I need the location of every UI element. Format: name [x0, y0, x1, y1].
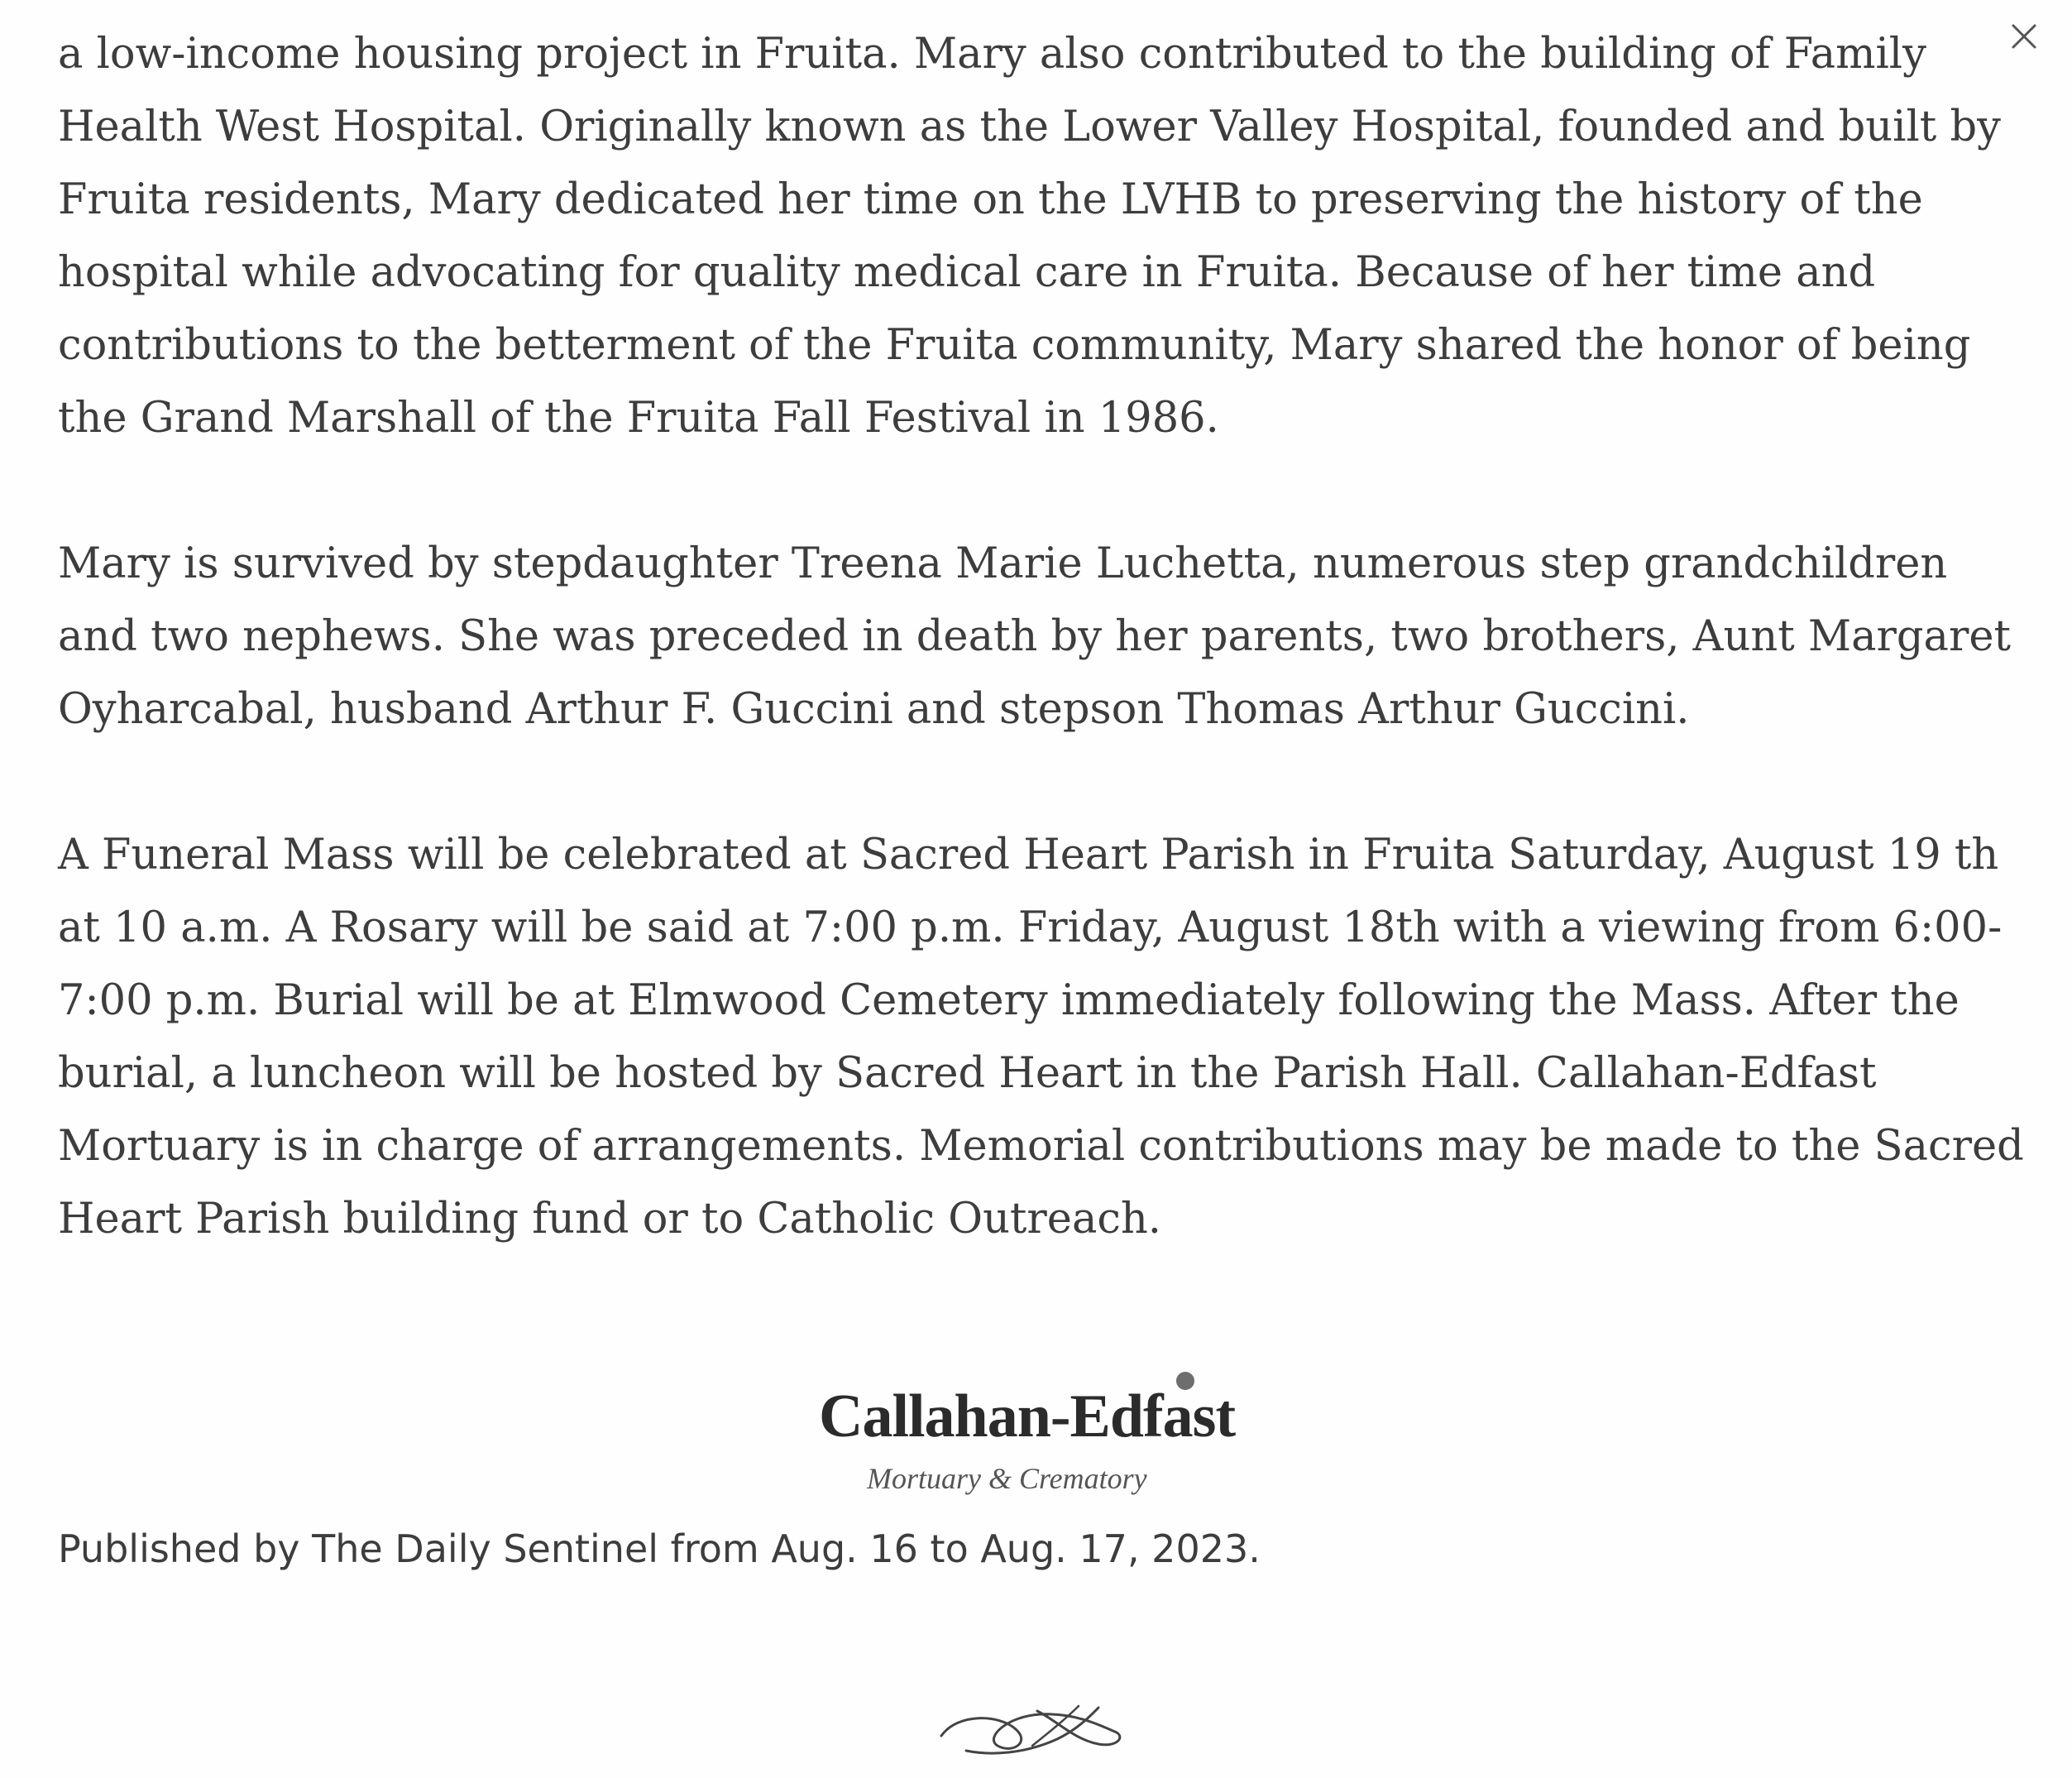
logo-name: Callahan-Edfast — [819, 1383, 1236, 1450]
paragraph-services: A Funeral Mass will be celebrated at Sacred Heart Parish in Fruita Saturday, August 19 th at 10 a.m. A Rosary will be said at 7:00 p.m. Friday, August 18th with a viewing from 6:00-7:00 p.m. Burial will be at Elmwood Cemetery immediately following the Mass. After the burial, a luncheon will be hosted by Sacred Heart in the Parish Hall. Callahan-Edfast Mortuary is in charge of arrangements. Memorial contributions may be made to the Sacred Heart Parish building fund or to Catholic Outreach. — [58, 831, 2024, 1244]
flourish-divider-icon — [933, 1696, 1132, 1762]
paragraph-survivors: Mary is survived by stepdaughter Treena Marie Luchetta, numerous step grandchildren and two nephews. She was preceded in death by her parents, two brothers, Aunt Margaret Oyharcabal, husband Arthur F. Guccini and stepson Thomas Arthur Guccini. — [58, 539, 2012, 734]
paragraph-community: a low-income housing project in Fruita. Mary also contributed to the building of Family Health West Hospital. Originally known as the Lower Valley Hospital, founded and built by Fruita residents, Mary dedicated her time on the LVHB to preserving the history of the hospital while advocating for quality medical care in Fruita. Because of her time and contributions to the betterment of the Fruita community, Mary shared the honor of being the Grand Marshall of the Fruita Fall Festival in 1986. — [58, 30, 2001, 443]
obituary-text — [58, 18, 2027, 1256]
published-line: Published by The Daily Sentinel from Aug. 16 to Aug. 17, 2023. — [58, 1526, 1261, 1571]
logo-subtitle: Mortuary & Crematory — [867, 1462, 1147, 1495]
mortuary-logo — [794, 1363, 1257, 1512]
